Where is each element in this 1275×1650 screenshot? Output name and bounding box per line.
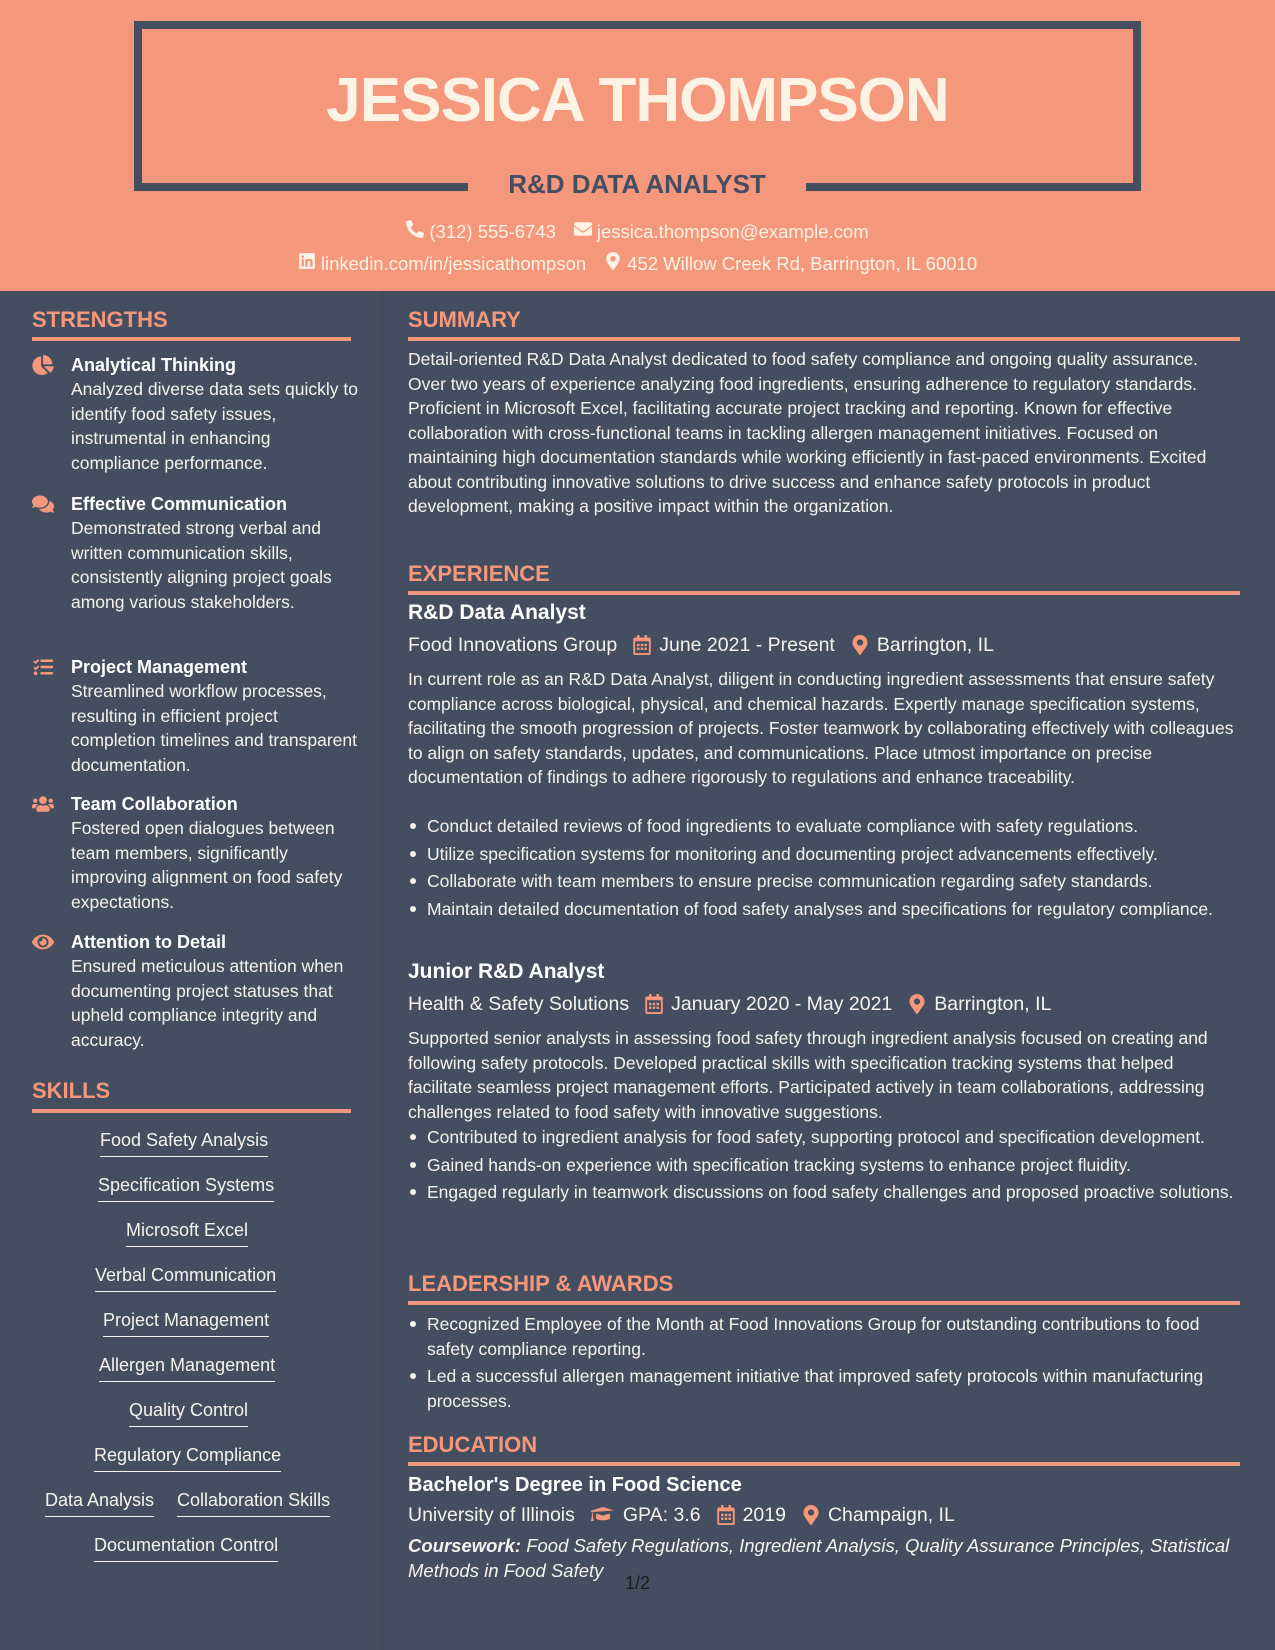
school-location: Champaign, IL bbox=[827, 1504, 955, 1526]
skill-tag: Collaboration Skills bbox=[177, 1488, 330, 1517]
summary-heading: SUMMARY bbox=[408, 307, 521, 332]
calendar-icon bbox=[717, 1505, 735, 1525]
skill-tag: Food Safety Analysis bbox=[100, 1128, 268, 1157]
calendar-icon bbox=[633, 635, 651, 655]
page-number: 1/2 bbox=[624, 1573, 651, 1593]
job-meta bbox=[408, 631, 994, 659]
job-meta bbox=[408, 990, 1051, 1018]
phone-icon bbox=[406, 219, 424, 245]
job-location: Barrington, IL bbox=[934, 993, 1052, 1015]
strengths-heading: STRENGTHS bbox=[32, 307, 168, 332]
users-icon bbox=[32, 794, 56, 816]
bullet-item: Conduct detailed reviews of food ingredients to evaluate compliance with safety regulations. bbox=[408, 814, 1240, 839]
job-location: Barrington, IL bbox=[876, 634, 994, 656]
education-heading: EDUCATION bbox=[408, 1432, 538, 1457]
skill-tag: Quality Control bbox=[129, 1398, 248, 1427]
skill-tag: Documentation Control bbox=[94, 1533, 278, 1562]
education-rule bbox=[408, 1462, 1240, 1466]
map-marker-icon bbox=[802, 1505, 820, 1525]
linkedin-icon bbox=[298, 251, 316, 277]
candidate-name: JESSICA THOMPSON bbox=[326, 66, 949, 135]
linkedin-contact[interactable]: linkedin.com/in/jessicathompson bbox=[298, 251, 586, 277]
gpa: GPA: 3.6 bbox=[622, 1504, 701, 1526]
leadership-bullets bbox=[408, 1312, 1240, 1416]
task-list-icon bbox=[32, 657, 56, 679]
coursework-text: Food Safety Regulations, Ingredient Analysis, Quality Assurance Principles, Statistical Methods in Food Safety bbox=[408, 1535, 1230, 1581]
skills-rule bbox=[32, 1109, 351, 1113]
skill-tag: Regulatory Compliance bbox=[94, 1443, 281, 1472]
header-band bbox=[0, 0, 1275, 291]
company-name: Health & Safety Solutions bbox=[408, 993, 630, 1015]
experience-heading: EXPERIENCE bbox=[408, 561, 550, 586]
bullet-item: Maintain detailed documentation of food safety analyses and specifications for regulatory compliance. bbox=[408, 897, 1240, 922]
address-contact: 452 Willow Creek Rd, Barrington, IL 60010 bbox=[604, 251, 977, 277]
contact-row-1 bbox=[0, 219, 1275, 245]
bullet-item: Recognized Employee of the Month at Food Innovations Group for outstanding contributions to food safety compliance reporting. bbox=[408, 1312, 1240, 1361]
summary-rule bbox=[408, 337, 1240, 341]
column-divider bbox=[382, 291, 383, 1650]
coursework bbox=[408, 1534, 1240, 1583]
summary-text: Detail-oriented R&D Data Analyst dedicated to food safety compliance and ongoing quality assurance. Over two years of experience analyzing food ingredients, ensuring adherence to regulatory standards. Proficient in Microsoft Excel, facilitating accurate project tracking and reporting. Known for effective collaboration with cross-functional teams in tackling allergen management initiatives. Focused on maintaining high documentation standards while working efficiently in fast-paced environments. Excited about contributing innovative solutions to drive success and enhance safety protocols in product development, making a positive impact within the organization. bbox=[408, 349, 1207, 516]
graduation-cap-icon bbox=[591, 1505, 615, 1525]
job-dates: June 2021 - Present bbox=[659, 634, 835, 656]
pie-chart-icon bbox=[32, 355, 56, 377]
skill-tag: Verbal Communication bbox=[95, 1263, 276, 1292]
contact-row-2 bbox=[0, 251, 1275, 277]
map-marker-icon bbox=[604, 251, 622, 277]
bullet-item: Utilize specification systems for monitoring and documenting project advancements effectively. bbox=[408, 842, 1240, 867]
job-description: Supported senior analysts in assessing food safety through ingredient analysis focused on creating and following safety protocols. Developed practical skills with specification tracking systems that helped facilitate seamless project management efforts. Participated actively in team collaborations, addressing challenges related to food safety with innovative suggestions. bbox=[408, 1028, 1208, 1122]
skills-heading: SKILLS bbox=[32, 1078, 111, 1103]
bullet-item: Gained hands-on experience with specification tracking systems to enhance project fluidity. bbox=[408, 1153, 1240, 1178]
experience-rule bbox=[408, 591, 1240, 595]
bullet-item: Contributed to ingredient analysis for food safety, supporting protocol and specification development. bbox=[408, 1125, 1240, 1150]
bullet-item: Engaged regularly in teamwork discussions on food safety challenges and proposed proactive solutions. bbox=[408, 1180, 1240, 1205]
skill-tag: Allergen Management bbox=[99, 1353, 275, 1382]
job-bullets bbox=[408, 1125, 1240, 1208]
bullet-item: Collaborate with team members to ensure precise communication regarding safety standards. bbox=[408, 869, 1240, 894]
bullet-item: Led a successful allergen management initiative that improved safety protocols within manufacturing processes. bbox=[408, 1364, 1240, 1413]
company-name: Food Innovations Group bbox=[408, 634, 618, 656]
degree-title: Bachelor's Degree in Food Science bbox=[408, 1474, 742, 1496]
map-marker-icon bbox=[908, 994, 926, 1014]
education-meta bbox=[408, 1501, 955, 1529]
school-name: University of Illinois bbox=[408, 1504, 575, 1526]
skill-tag: Project Management bbox=[103, 1308, 269, 1337]
leadership-rule bbox=[408, 1301, 1240, 1305]
comments-icon bbox=[32, 494, 56, 516]
coursework-label: Coursework: bbox=[408, 1535, 522, 1556]
job-title: Junior R&D Analyst bbox=[408, 960, 605, 983]
job-role: R&D DATA ANALYST bbox=[508, 169, 766, 199]
email-contact[interactable]: jessica.thompson@example.com bbox=[574, 219, 869, 245]
eye-icon bbox=[32, 932, 56, 954]
leadership-heading: LEADERSHIP & AWARDS bbox=[408, 1271, 674, 1296]
job-description: In current role as an R&D Data Analyst, diligent in conducting ingredient assessments that ensure safety compliance across biological, physical, and chemical hazards. Expertly manage specification systems, facilitating the smooth progression of projects. Foster teamwork by collaborating effectively with colleagues to align on safety standards, updates, and communications. Place utmost importance on precise documentation of findings to adhere rigorously to regulations and enhance traceability. bbox=[408, 669, 1234, 787]
strengths-rule bbox=[32, 337, 351, 341]
job-title: R&D Data Analyst bbox=[408, 601, 586, 624]
skill-tag: Data Analysis bbox=[45, 1488, 154, 1517]
calendar-icon bbox=[645, 994, 663, 1014]
envelope-icon bbox=[574, 219, 592, 245]
map-marker-icon bbox=[851, 635, 869, 655]
skill-tag: Microsoft Excel bbox=[126, 1218, 248, 1247]
graduation-year: 2019 bbox=[742, 1504, 786, 1526]
job-bullets bbox=[408, 814, 1240, 924]
job-dates: January 2020 - May 2021 bbox=[671, 993, 893, 1015]
skill-tag: Specification Systems bbox=[98, 1173, 274, 1202]
phone-contact[interactable]: (312) 555-6743 bbox=[406, 219, 556, 245]
